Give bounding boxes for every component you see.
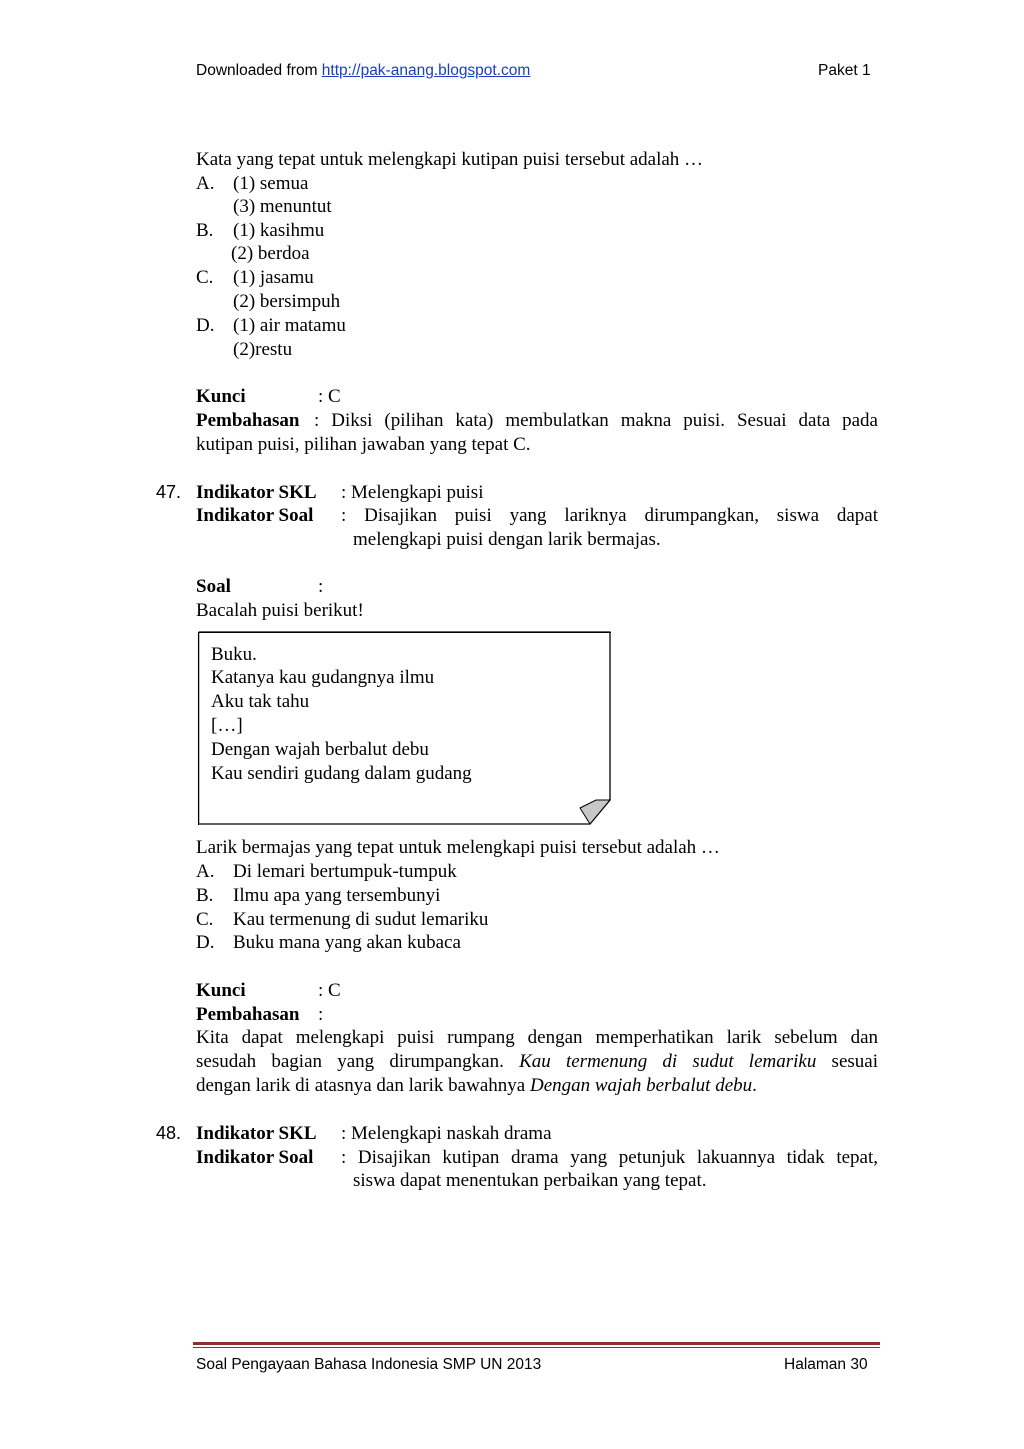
q47-explanation-text: sesudah bagian yang dirumpangkan. (196, 1051, 520, 1072)
q47-soal-indicator-line2: melengkapi puisi dengan larik bermajas. (353, 529, 661, 550)
source-link[interactable]: http://pak-anang.blogspot.com (321, 62, 531, 79)
q46-question: Kata yang tepat untuk melengkapi kutipan puisi tersebut adalah … (196, 149, 704, 170)
q47-option-b-letter: B. (196, 885, 214, 906)
q46-kunci-label: Kunci (196, 386, 246, 407)
poem-line: Aku tak tahu (211, 691, 310, 712)
q47-option-c-letter: C. (196, 909, 214, 930)
poem-line: Dengan wajah berbalut debu (211, 739, 429, 760)
footer-rule-thin (193, 1347, 880, 1348)
downloaded-from-label: Downloaded from (196, 62, 322, 79)
q48-number: 48. (156, 1123, 182, 1143)
q46-option-a-line2: (3) menuntut (233, 196, 332, 217)
q46-option-a-line1: (1) semua (233, 173, 309, 194)
q47-explanation-text: . (752, 1075, 757, 1096)
page-header (196, 62, 530, 80)
q47-soal-colon: : (318, 576, 324, 597)
q47-skl-value: : Melengkapi puisi (341, 482, 484, 503)
q48-soal-indicator-label: Indikator Soal (196, 1147, 314, 1168)
q47-explanation-text: sesuai (816, 1051, 878, 1072)
q47-kunci-label: Kunci (196, 980, 246, 1001)
q46-pembahasan-line1: : Diksi (pilihan kata) membulatkan makna puisi. Sesuai data pada (314, 410, 878, 431)
q47-pembahasan-colon: : (318, 1004, 324, 1025)
paket-label: Paket 1 (818, 62, 871, 79)
q47-soal-indicator-label: Indikator Soal (196, 505, 314, 526)
footer-rule (193, 1342, 880, 1345)
q47-instruction: Bacalah puisi berikut! (196, 600, 364, 621)
q48-soal-indicator-line1: : Disajikan kutipan drama yang petunjuk lakuannya tidak tepat, (341, 1147, 878, 1168)
q46-option-b-letter: B. (196, 220, 214, 241)
q47-soal-label: Soal (196, 576, 231, 597)
q46-pembahasan-label: Pembahasan (196, 410, 300, 431)
q47-soal-indicator-line1: : Disajikan puisi yang lariknya dirumpangkan, siswa dapat (341, 505, 878, 526)
q47-option-d-text: Buku mana yang akan kubaca (233, 932, 461, 953)
poem-line: […] (211, 715, 243, 736)
q47-explanation-line3 (196, 1074, 757, 1098)
q46-kunci-value: : C (318, 386, 341, 407)
q46-option-a-letter: A. (196, 173, 215, 194)
q47-explanation-text: dengan larik di atasnya dan larik bawahnya (196, 1075, 530, 1096)
poem-box-folded-corner (196, 630, 616, 830)
poem-line: Kau sendiri gudang dalam gudang (211, 763, 472, 784)
poem-line: Buku. (211, 644, 257, 665)
q47-explanation-quote: Dengan wajah berbalut debu (529, 1075, 753, 1096)
poem-line: Katanya kau gudangnya ilmu (211, 667, 435, 688)
q46-option-d-line2: (2)restu (233, 339, 293, 360)
q47-option-a-letter: A. (196, 861, 215, 882)
q47-option-a-text: Di lemari bertumpuk-tumpuk (233, 861, 457, 882)
q46-option-c-line1: (1) jasamu (233, 267, 314, 288)
q47-question: Larik bermajas yang tepat untuk melengkapi puisi tersebut adalah … (196, 837, 720, 858)
q47-option-c-text: Kau termenung di sudut lemariku (233, 909, 489, 930)
q46-option-c-letter: C. (196, 267, 214, 288)
q48-skl-label: Indikator SKL (196, 1123, 317, 1144)
q47-skl-label: Indikator SKL (196, 482, 317, 503)
q47-explanation-quote: Kau termenung di sudut lemariku (519, 1051, 817, 1072)
q47-kunci-value: : C (318, 980, 341, 1001)
q46-pembahasan-line2: kutipan puisi, pilihan jawaban yang tepat C. (196, 434, 531, 455)
footer-title: Soal Pengayaan Bahasa Indonesia SMP UN 2013 (196, 1356, 542, 1373)
q46-option-b-line1: (1) kasihmu (233, 220, 325, 241)
q47-option-b-text: Ilmu apa yang tersembunyi (233, 885, 441, 906)
q47-option-d-letter: D. (196, 932, 215, 953)
q48-skl-value: : Melengkapi naskah drama (341, 1123, 552, 1144)
q47-explanation-line2 (196, 1050, 878, 1074)
footer-page-number: Halaman 30 (784, 1356, 868, 1373)
q46-option-d-line1: (1) air matamu (233, 315, 346, 336)
q48-soal-indicator-line2: siswa dapat menentukan perbaikan yang tepat. (353, 1170, 707, 1191)
q47-number: 47. (156, 482, 182, 502)
q46-option-d-letter: D. (196, 315, 215, 336)
q46-option-b-line2: (2) berdoa (231, 243, 310, 264)
q47-explanation-line1: Kita dapat melengkapi puisi rumpang dengan memperhatikan larik sebelum dan (196, 1027, 878, 1048)
q47-pembahasan-label: Pembahasan (196, 1004, 300, 1025)
q46-option-c-line2: (2) bersimpuh (233, 291, 341, 312)
